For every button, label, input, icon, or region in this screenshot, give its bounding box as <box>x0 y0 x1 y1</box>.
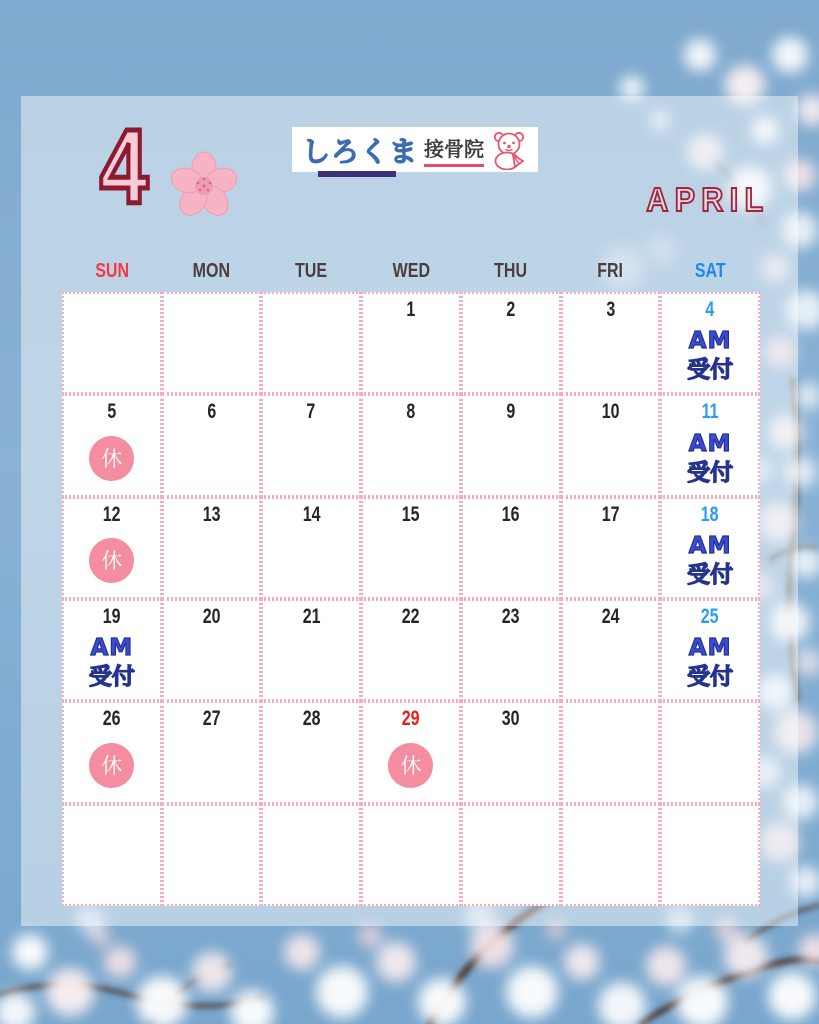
date-number: 10 <box>601 400 620 424</box>
calendar-cell <box>361 804 461 906</box>
cherry-blossom-icon <box>168 148 240 222</box>
date-number: 25 <box>701 605 720 628</box>
calendar-cell <box>461 497 561 599</box>
calendar-cell <box>261 292 361 394</box>
weekday-thu: THU <box>494 260 528 282</box>
calendar-cell <box>561 394 661 496</box>
am-reception-badge: AM 受付 <box>687 635 734 691</box>
date-number: 16 <box>501 502 520 526</box>
calendar-cell <box>62 701 162 803</box>
calendar-cell <box>361 701 461 803</box>
calendar-cell <box>461 804 561 906</box>
calendar-cell <box>561 599 661 701</box>
calendar-cell <box>261 804 361 906</box>
calendar-cell <box>261 497 361 599</box>
weekday-sun: SUN <box>94 260 129 282</box>
date-number: 15 <box>402 502 420 526</box>
calendar-cell <box>461 599 561 701</box>
date-number: 7 <box>306 400 316 424</box>
weekday-mon: MON <box>192 260 231 282</box>
date-number: 2 <box>506 298 516 321</box>
month-number: 4 <box>99 108 149 226</box>
calendar-cell <box>361 497 461 599</box>
date-number: 11 <box>701 400 719 424</box>
date-number: 22 <box>402 605 420 628</box>
calendar-cell <box>561 701 661 803</box>
calendar-cell <box>660 599 760 701</box>
date-number: 30 <box>501 707 520 731</box>
calendar-cell <box>361 394 461 496</box>
calendar-cell <box>162 804 262 906</box>
date-number: 14 <box>302 502 321 526</box>
calendar-cell <box>361 292 461 394</box>
closed-day-badge: 休 <box>89 436 134 481</box>
date-number: 23 <box>501 605 520 628</box>
calendar-cell <box>261 701 361 803</box>
calendar-cell <box>62 599 162 701</box>
calendar-cell <box>261 599 361 701</box>
weekday-wed: WED <box>392 260 430 282</box>
date-number: 17 <box>601 502 620 526</box>
calendar-cell <box>162 701 262 803</box>
date-number: 18 <box>701 502 720 526</box>
calendar-cell <box>660 292 760 394</box>
calendar-cell <box>660 394 760 496</box>
calendar-cell <box>162 394 262 496</box>
calendar-cell <box>261 394 361 496</box>
weekday-tue: TUE <box>295 260 328 282</box>
calendar-cell <box>461 701 561 803</box>
calendar-cell <box>162 292 262 394</box>
closed-day-badge: 休 <box>89 743 134 788</box>
logo-suffix-text: 接骨院 <box>424 133 484 167</box>
polar-bear-icon <box>490 130 528 170</box>
calendar-cell <box>561 497 661 599</box>
month-name-english: APRIL <box>646 181 770 218</box>
calendar-cell <box>62 292 162 394</box>
closed-day-badge: 休 <box>388 743 433 788</box>
weekday-fri: FRI <box>597 260 624 282</box>
calendar-cell <box>62 394 162 496</box>
calendar-cell <box>660 701 760 803</box>
date-number: 27 <box>202 707 221 731</box>
date-number: 12 <box>102 502 121 526</box>
date-number: 1 <box>406 298 416 321</box>
calendar-cell <box>660 804 760 906</box>
date-number: 3 <box>605 298 615 321</box>
calendar-cell <box>561 804 661 906</box>
weekday-header <box>62 256 760 286</box>
calendar-cell <box>361 599 461 701</box>
date-number: 21 <box>302 605 321 628</box>
am-reception-badge: AM 受付 <box>687 328 734 384</box>
calendar-cell <box>62 497 162 599</box>
date-number: 8 <box>406 400 416 424</box>
date-number: 26 <box>102 707 121 731</box>
calendar-cell <box>162 497 262 599</box>
date-number: 19 <box>102 605 121 628</box>
am-reception-badge: AM 受付 <box>687 430 734 486</box>
calendar-cell <box>660 497 760 599</box>
date-number: 28 <box>302 707 321 731</box>
date-number: 4 <box>705 298 715 321</box>
calendar-cell <box>561 292 661 394</box>
date-number: 24 <box>601 605 620 628</box>
date-number: 6 <box>207 400 217 424</box>
calendar-cell <box>461 394 561 496</box>
calendar-cell <box>62 804 162 906</box>
closed-day-badge: 休 <box>89 538 134 583</box>
clinic-logo <box>292 127 538 172</box>
am-reception-badge: AM 受付 <box>687 532 734 589</box>
calendar-cell <box>162 599 262 701</box>
date-number: 13 <box>202 502 221 526</box>
logo-brand-text: しろくま <box>301 134 418 168</box>
calendar-grid <box>62 292 760 906</box>
am-reception-badge: AM 受付 <box>88 635 135 691</box>
date-number: 5 <box>107 400 117 424</box>
calendar-cell <box>461 292 561 394</box>
date-number: 20 <box>202 605 221 628</box>
date-number: 29 <box>402 707 420 731</box>
weekday-sat: SAT <box>694 260 726 282</box>
date-number: 9 <box>506 400 516 424</box>
logo-underline-bar <box>318 171 396 177</box>
